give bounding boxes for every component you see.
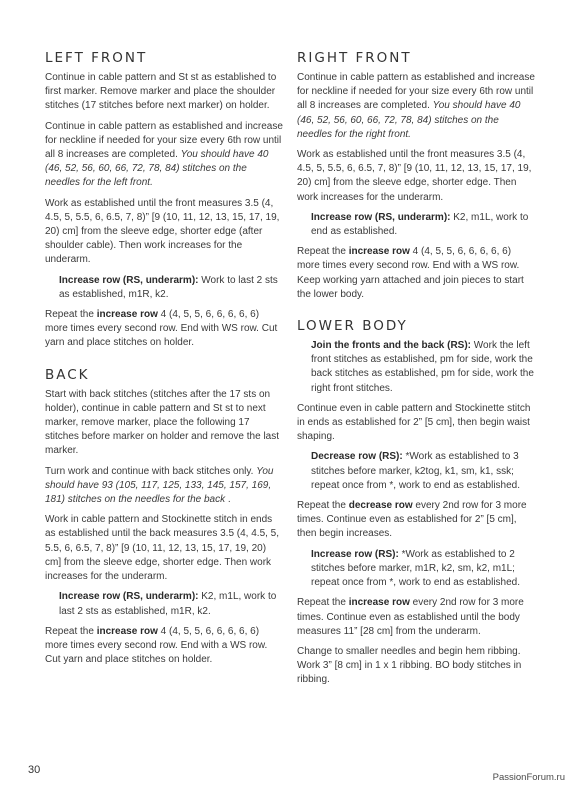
paragraph: Start with back stitches (stitches after the 17 sts on holder), continue in cable pattern and St st to next marker, remove marker, place the following 17 stitches before marker on holder and remove the last marker. xyxy=(45,388,280,457)
instruction-increase-row: Increase row (RS, underarm): K2, m1L, work to end as established. xyxy=(311,211,529,238)
page-number: 30 xyxy=(28,764,41,776)
instruction-increase-row: Increase row (RS, underarm): K2, m1L, work to last 2 sts as established, m1R, k2. xyxy=(59,591,277,617)
paragraph: Work in cable pattern and Stockinette stitch in ends as established until the back measures 3.5 (4, 4.5, 5, 5.5, 6, 6.5, 7, 8)” [9 (10, 11, 12, 13, 15, 17, 19, 20) cm] from the sleeve edge, shorter edge. Then work increases for the underarm. xyxy=(45,514,280,583)
section-heading-lower-body: LOWER BODY xyxy=(297,318,408,335)
instruction-decrease-row: Decrease row (RS): *Work as established to 3 stitches before marker, k2tog, k1, sm, k1, ssk; repeat once from *, work to end as established. xyxy=(311,451,521,491)
paragraph: Work as established until the front measures 3.5 (4, 4.5, 5, 5.5, 6, 6.5, 7, 8)” [9 (10, 11, 12, 13, 15, 17, 19, 20) cm] from the sleeve edge, shorter edge. Then work increases for the underarm. xyxy=(297,149,532,203)
paragraph: Change to smaller needles and begin hem ribbing. Work 3” [8 cm] in 1 x 1 ribbing. BO body stitches in ribbing. xyxy=(297,645,522,686)
paragraph: Repeat the increase row 4 (4, 5, 5, 6, 6, 6, 6, 6) more times every second row. End with WS row. Cut yarn and place stitches on holder. xyxy=(45,309,278,349)
section-heading-left-front: LEFT FRONT xyxy=(45,50,148,66)
paragraph: Work as established until the front measures 3.5 (4, 4.5, 5, 5.5, 6, 6.5, 7, 8)” [9 (10, 11, 12, 13, 15, 17, 19, 20) cm] from the sleeve edge, shorter edge (after shoulder cable). Then work increases for the underarm. xyxy=(45,197,280,266)
instruction-increase-row: Increase row (RS): *Work as established to 2 stitches before marker, m1R, k2, sm, k2, m1L; repeat once from *, work to end as established. xyxy=(311,548,521,589)
section-heading-right-front: RIGHT FRONT xyxy=(297,50,412,66)
paragraph: Repeat the increase row 4 (4, 5, 5, 6, 6, 6, 6, 6) more times every second row. End with a WS row. Keep working yarn attached and join pieces to start the lower body. xyxy=(297,246,524,300)
paragraph: Repeat the increase row every 2nd row for 3 more times. Continue even as established until the body measures 11” [28 cm] from the underarm. xyxy=(297,597,524,637)
paragraph: Repeat the increase row 4 (4, 5, 5, 6, 6, 6, 6, 6) more times every second row. End with a WS row. Cut yarn and place stitches on holder. xyxy=(45,625,268,666)
paragraph: Repeat the decrease row every 2nd row for 3 more times. Continue even as established for 2” [5 cm], then begin increases. xyxy=(297,500,527,540)
instruction-join: Join the fronts and the back (RS): Work the left front stitches as established, pm for side, work the back stitches as established, pm for side, work the right front stitches. xyxy=(311,340,534,394)
watermark: PassionForum.ru xyxy=(492,772,565,783)
paragraph: Continue even in cable pattern and Stockinette stitch in ends as established for 2” [5 cm], then begin waist shaping. xyxy=(297,402,531,443)
instruction-increase-row: Increase row (RS, underarm): Work to last 2 sts as established, m1R, k2. xyxy=(59,274,278,300)
right-column xyxy=(297,50,535,694)
section-heading-back: BACK xyxy=(45,366,90,383)
paragraph: Continue in cable pattern as established and increase for neckline if needed for your size every 6th row until all 8 increases are completed. You should have 40 (46, 52, 56, 60, 66, 72, 78, 84) stitches on the needles for the right front. xyxy=(297,72,535,140)
paragraph: Continue in cable pattern and St st as established to first marker. Remove marker and place the shoulder stitches (17 stitches before next marker) on holder. xyxy=(45,72,277,112)
paragraph: Turn work and continue with back stitches only. You should have 93 (105, 117, 125, 133, 145, 157, 169, 181) stitches on the needles for the back . xyxy=(45,465,274,506)
left-column xyxy=(45,50,283,673)
paragraph: Continue in cable pattern as established and increase for neckline if needed for your size every 6th row until all 8 increases are completed. You should have 40 (46, 52, 56, 60, 66, 72, 78, 84) stitches on the needles for the left front. xyxy=(45,120,283,189)
